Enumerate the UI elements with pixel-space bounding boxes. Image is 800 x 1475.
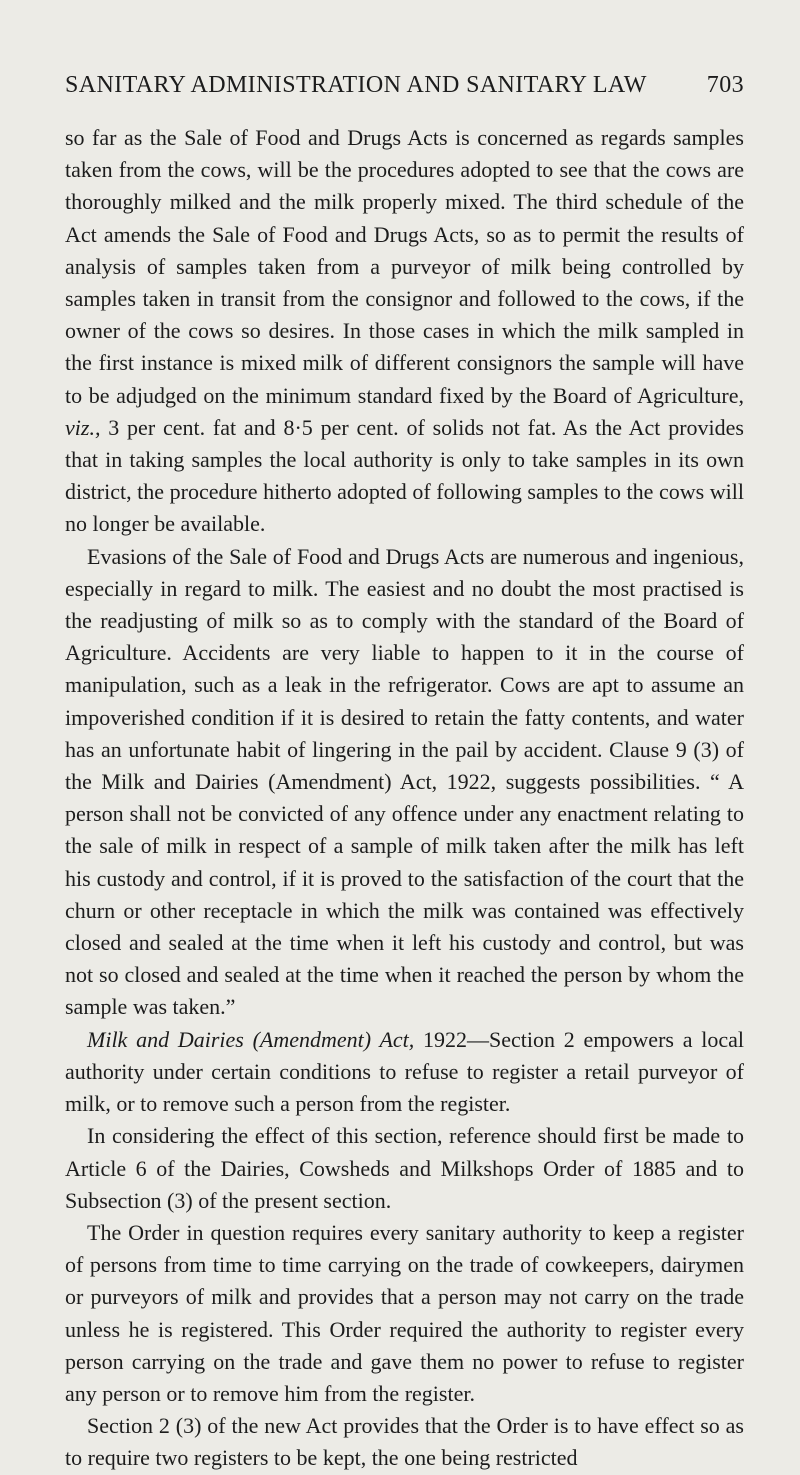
- paragraph-section-2: [65, 1024, 744, 1121]
- italic-viz: viz.,: [65, 414, 101, 440]
- page-number: 703: [706, 72, 744, 98]
- paragraph-evasions: [65, 541, 744, 1024]
- paragraph-order-requirements: [65, 1217, 744, 1410]
- paragraph-text-continued: 3 per cent. fat and 8·5 per cent. of solids not fat. As the Act provides that in taking samples the local authority is only to take samples in its own district, the procedure hitherto adopted of following samples to the cows will no longer be available.: [65, 414, 744, 537]
- paragraph-text: The Order in question requires every sanitary authority to keep a register of persons from time to time carrying on the trade of cowkeepers, dairymen or purveyors of milk and provides that a person may not carry on the trade unless he is registered. This Order required the authority to register every person carrying on the trade and gave them no power to refuse to register any person or to remove him from the register.: [65, 1219, 744, 1406]
- paragraph-text: Section 2 (3) of the new Act provides that the Order is to have effect so as to require two registers to be kept, the one being restricted: [65, 1413, 744, 1471]
- running-header: [65, 70, 744, 100]
- italic-act-title: Milk and Dairies (Amendment) Act,: [87, 1026, 415, 1052]
- paragraph-two-registers: [65, 1410, 744, 1474]
- paragraph-text: Evasions of the Sale of Food and Drugs Acts are numerous and ingenious, especially in regard to milk. The easiest and no doubt the most practised is the readjusting of milk so as to comply with the standard of the Board of Agriculture. Accidents are very liable to happen to it in the course of manipulation, such as a leak in the refrigerator. Cows are apt to assume an impoverished condition if it is desired to retain the fatty contents, and water has an unfortunate habit of lingering in the pail by accident. Clause 9 (3) of the Milk and Dairies (Amendment) Act, 1922, suggests possibilities. “ A person shall not be convicted of any offence under any enactment relating to the sale of milk in respect of a sample of milk taken after the milk has left his custody and control, if it is proved to the satisfaction of the court that the churn or other receptacle in which the milk was contained was effectively closed and sealed at the time when it left his custody and control, but was not so closed and sealed at the time when it reached the person by whom the sample was taken.”: [65, 543, 744, 1020]
- paragraph-text: In considering the effect of this section, reference should first be made to Article 6 of the Dairies, Cowsheds and Milkshops Order of 1885 and to Subsection (3) of the present section.: [65, 1123, 744, 1213]
- paragraph-text: so far as the Sale of Food and Drugs Acts is concerned as regards samples taken from the cows, will be the procedures adopted to see that the cows are thoroughly milked and the milk properly mixed. The third schedule of the Act amends the Sale of Food and Drugs Acts, so as to permit the results of analysis of samples taken from a purveyor of milk being controlled by samples taken in transit from the consignor and followed to the cows, if the owner of the cows so desires. In those cases in which the milk sampled in the first instance is mixed milk of different consignors the sample will have to be adjudged on the minimum standard fixed by the Board of Agriculture,: [65, 125, 744, 408]
- paragraph-considering-effect: [65, 1120, 744, 1217]
- body-text: [65, 122, 744, 1475]
- paragraph-text: 1922—Section 2 empowers a local authority under certain conditions to refuse to register a retail purveyor of milk, or to remove such a person from the register.: [65, 1026, 744, 1117]
- paragraph-sampling-procedures: [65, 122, 744, 541]
- running-title: SANITARY ADMINISTRATION AND SANITARY LAW: [65, 72, 647, 98]
